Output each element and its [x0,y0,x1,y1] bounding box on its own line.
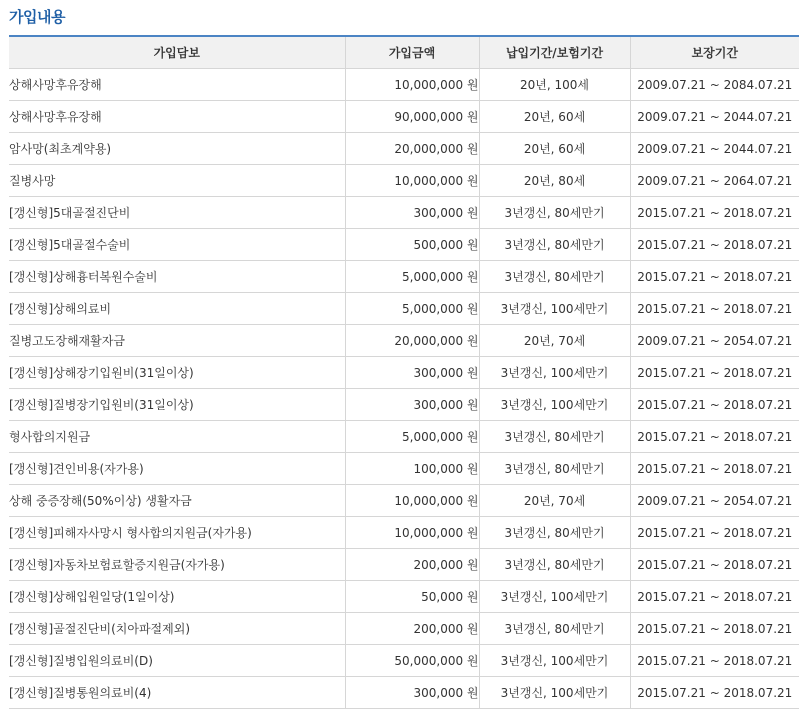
amount-cell: 300,000 원 [345,197,479,229]
term-cell: 3년갱신, 100세만기 [479,293,630,325]
column-header-period: 보장기간 [630,36,799,69]
amount-cell: 10,000,000 원 [345,485,479,517]
term-cell: 3년갱신, 100세만기 [479,645,630,677]
amount-cell: 200,000 원 [345,549,479,581]
term-cell: 3년갱신, 100세만기 [479,581,630,613]
table-row [9,677,799,709]
table-row [9,357,799,389]
term-cell: 3년갱신, 100세만기 [479,677,630,709]
period-cell: 2009.07.21 ~ 2064.07.21 [630,165,799,197]
period-cell: 2015.07.21 ~ 2018.07.21 [630,357,799,389]
coverage-name-cell: [갱신형]질병장기입원비(31일이상) [9,389,345,421]
term-cell: 3년갱신, 100세만기 [479,357,630,389]
period-cell: 2009.07.21 ~ 2054.07.21 [630,485,799,517]
amount-cell: 100,000 원 [345,453,479,485]
table-row [9,453,799,485]
period-cell: 2015.07.21 ~ 2018.07.21 [630,549,799,581]
term-cell: 20년, 60세 [479,101,630,133]
table-row [9,229,799,261]
period-cell: 2015.07.21 ~ 2018.07.21 [630,613,799,645]
coverage-name-cell: 질병사망 [9,165,345,197]
period-cell: 2015.07.21 ~ 2018.07.21 [630,389,799,421]
coverage-name-cell: [갱신형]견인비용(자가용) [9,453,345,485]
term-cell: 3년갱신, 80세만기 [479,229,630,261]
coverage-name-cell: [갱신형]상해입원일당(1일이상) [9,581,345,613]
term-cell: 3년갱신, 80세만기 [479,517,630,549]
period-cell: 2015.07.21 ~ 2018.07.21 [630,453,799,485]
amount-cell: 10,000,000 원 [345,517,479,549]
amount-cell: 300,000 원 [345,389,479,421]
coverage-name-cell: 질병고도장해재활자금 [9,325,345,357]
term-cell: 3년갱신, 80세만기 [479,197,630,229]
term-cell: 3년갱신, 80세만기 [479,453,630,485]
table-row [9,581,799,613]
coverage-name-cell: 상해사망후유장해 [9,101,345,133]
table-row [9,421,799,453]
table-row [9,133,799,165]
header-row [9,36,799,69]
coverage-name-cell: [갱신형]상해장기입원비(31일이상) [9,357,345,389]
amount-cell: 5,000,000 원 [345,293,479,325]
period-cell: 2015.07.21 ~ 2018.07.21 [630,421,799,453]
amount-cell: 500,000 원 [345,229,479,261]
column-header-term: 납입기간/보험기간 [479,36,630,69]
coverage-name-cell: [갱신형]골절진단비(치아파절제외) [9,613,345,645]
coverage-name-cell: [갱신형]질병입원의료비(D) [9,645,345,677]
table-row [9,325,799,357]
period-cell: 2015.07.21 ~ 2018.07.21 [630,517,799,549]
amount-cell: 5,000,000 원 [345,261,479,293]
term-cell: 20년, 100세 [479,69,630,101]
term-cell: 20년, 80세 [479,165,630,197]
period-cell: 2015.07.21 ~ 2018.07.21 [630,645,799,677]
period-cell: 2009.07.21 ~ 2054.07.21 [630,325,799,357]
period-cell: 2009.07.21 ~ 2044.07.21 [630,101,799,133]
term-cell: 20년, 60세 [479,133,630,165]
coverage-name-cell: [갱신형]상해흉터복원수술비 [9,261,345,293]
term-cell: 3년갱신, 100세만기 [479,389,630,421]
period-cell: 2015.07.21 ~ 2018.07.21 [630,261,799,293]
column-header-amount: 가입금액 [345,36,479,69]
table-row [9,389,799,421]
amount-cell: 10,000,000 원 [345,165,479,197]
period-cell: 2015.07.21 ~ 2018.07.21 [630,581,799,613]
amount-cell: 5,000,000 원 [345,421,479,453]
table-row [9,69,799,101]
period-cell: 2015.07.21 ~ 2018.07.21 [630,677,799,709]
period-cell: 2009.07.21 ~ 2044.07.21 [630,133,799,165]
amount-cell: 20,000,000 원 [345,325,479,357]
table-row [9,613,799,645]
term-cell: 20년, 70세 [479,325,630,357]
coverage-name-cell: [갱신형]질병통원의료비(4) [9,677,345,709]
column-header-coverage: 가입담보 [9,36,345,69]
coverage-name-cell: 상해사망후유장해 [9,69,345,101]
coverage-name-cell: [갱신형]5대골절진단비 [9,197,345,229]
coverage-table [9,35,799,709]
coverage-name-cell: 상해 중증장해(50%이상) 생활자금 [9,485,345,517]
amount-cell: 10,000,000 원 [345,69,479,101]
amount-cell: 300,000 원 [345,357,479,389]
amount-cell: 20,000,000 원 [345,133,479,165]
table-row [9,517,799,549]
term-cell: 3년갱신, 80세만기 [479,421,630,453]
coverage-name-cell: [갱신형]자동차보험료할증지원금(자가용) [9,549,345,581]
table-row [9,485,799,517]
amount-cell: 50,000 원 [345,581,479,613]
table-row [9,165,799,197]
table-row [9,549,799,581]
coverage-name-cell: 형사합의지원금 [9,421,345,453]
coverage-name-cell: [갱신형]5대골절수술비 [9,229,345,261]
term-cell: 20년, 70세 [479,485,630,517]
table-row [9,645,799,677]
term-cell: 3년갱신, 80세만기 [479,261,630,293]
section-title: 가입내용 [9,8,65,26]
table-row [9,293,799,325]
table-row [9,261,799,293]
table-row [9,101,799,133]
amount-cell: 300,000 원 [345,677,479,709]
period-cell: 2015.07.21 ~ 2018.07.21 [630,293,799,325]
amount-cell: 200,000 원 [345,613,479,645]
coverage-name-cell: [갱신형]상해의료비 [9,293,345,325]
term-cell: 3년갱신, 80세만기 [479,549,630,581]
period-cell: 2009.07.21 ~ 2084.07.21 [630,69,799,101]
coverage-name-cell: [갱신형]피해자사망시 형사합의지원금(자가용) [9,517,345,549]
amount-cell: 50,000,000 원 [345,645,479,677]
coverage-name-cell: 암사망(최초계약용) [9,133,345,165]
table-row [9,197,799,229]
period-cell: 2015.07.21 ~ 2018.07.21 [630,229,799,261]
amount-cell: 90,000,000 원 [345,101,479,133]
period-cell: 2015.07.21 ~ 2018.07.21 [630,197,799,229]
term-cell: 3년갱신, 80세만기 [479,613,630,645]
